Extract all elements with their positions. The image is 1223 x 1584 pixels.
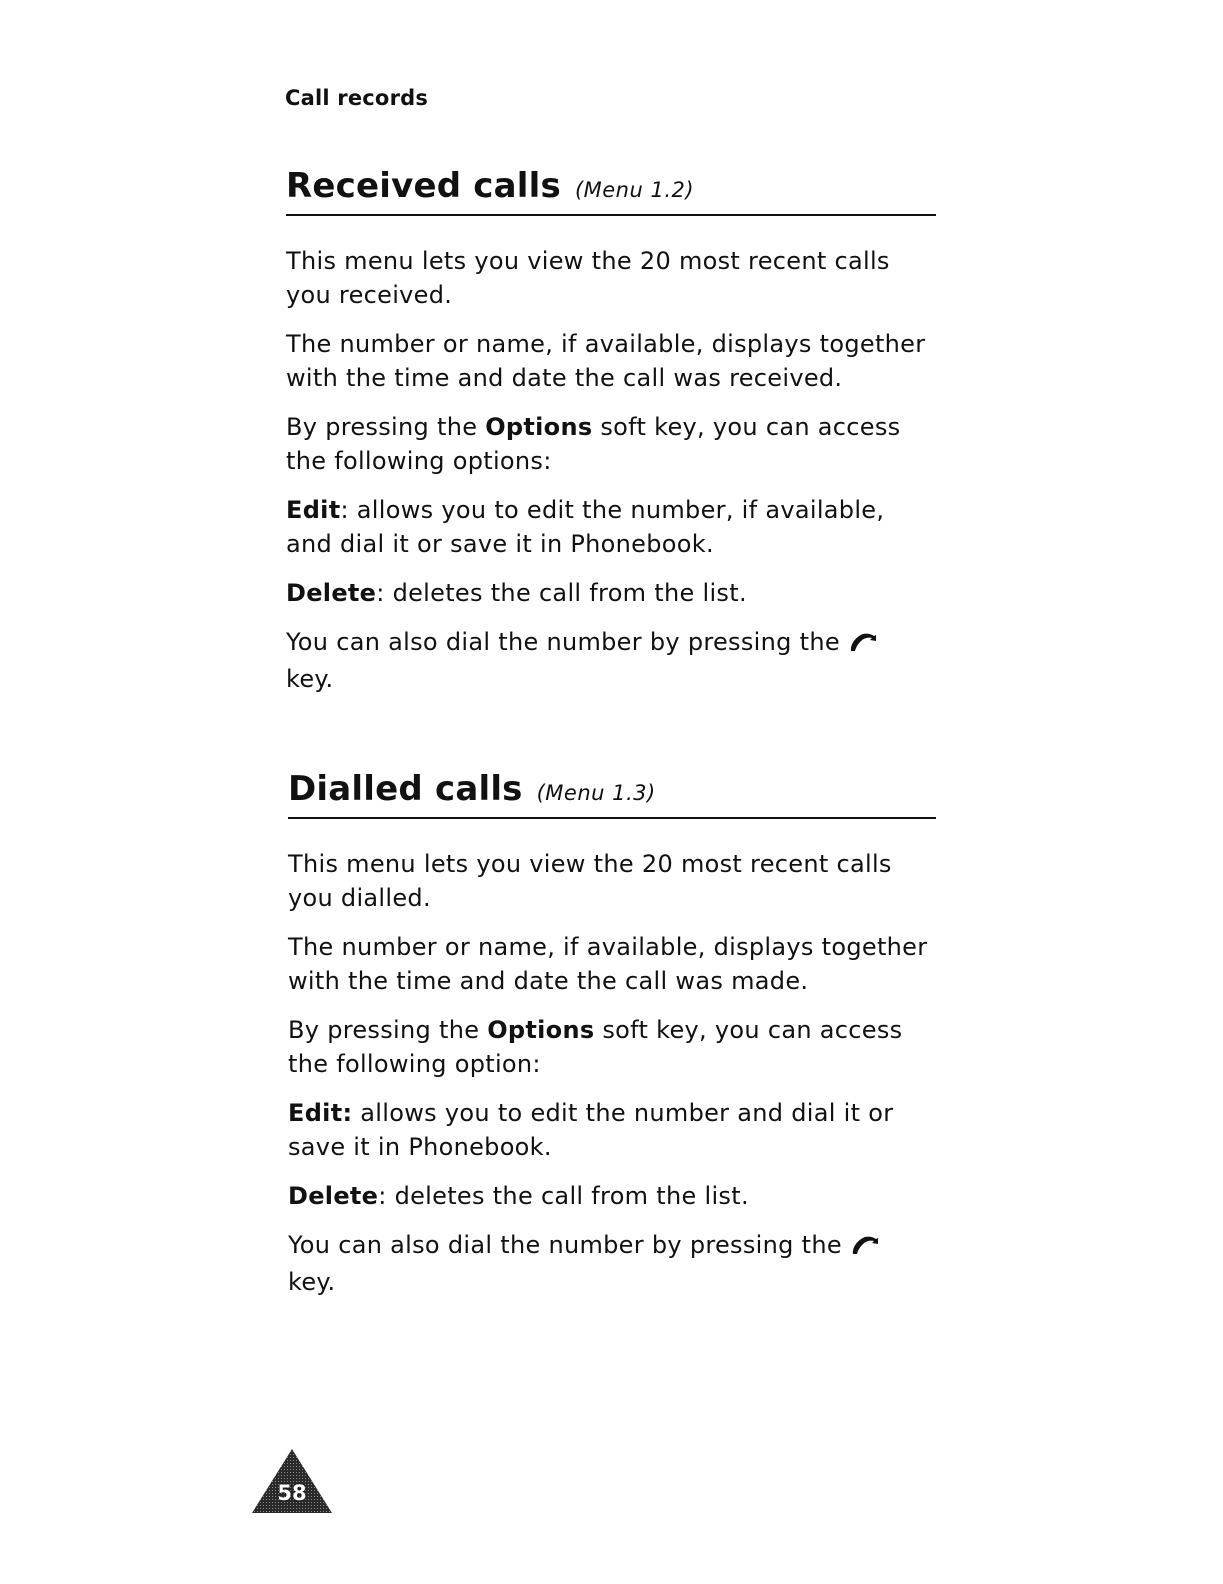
text: key.: [288, 1268, 336, 1296]
dialled-calls-section: [288, 769, 936, 1314]
received-calls-body: [286, 244, 936, 696]
text: You can also dial the number by pressing the: [286, 628, 840, 656]
paragraph: The number or name, if available, displays together with the time and date the call was received.: [286, 330, 926, 392]
text: By pressing the: [286, 413, 486, 441]
page-number: 58: [277, 1481, 307, 1505]
text: By pressing the: [288, 1016, 488, 1044]
dialled-calls-heading: [288, 769, 936, 819]
edit-option: [288, 1096, 938, 1164]
text: soft key, you can access the following option:: [288, 1016, 903, 1078]
menu-reference: (Menu 1.3): [536, 781, 656, 805]
section-title: Received calls: [286, 166, 561, 206]
running-header: Call records: [285, 86, 429, 110]
text: key.: [286, 665, 334, 693]
page-number-badge: [251, 1448, 333, 1514]
edit-term: Edit:: [288, 1099, 353, 1127]
phone-handset-icon: [850, 1231, 880, 1265]
options-term: Options: [487, 1016, 595, 1044]
delete-option: [286, 576, 936, 610]
dialled-calls-body: [288, 847, 938, 1299]
phone-handset-icon: [848, 628, 878, 662]
delete-term: Delete: [288, 1182, 379, 1210]
paragraph: This menu lets you view the 20 most recent calls you received.: [286, 247, 890, 309]
delete-option: [288, 1179, 938, 1213]
paragraph: [288, 1228, 938, 1299]
edit-term: Edit: [286, 496, 341, 524]
paragraph: This menu lets you view the 20 most recent calls you dialled.: [288, 850, 892, 912]
paragraph: [286, 625, 936, 696]
edit-description: allows you to edit the number and dial it or save it in Phonebook.: [288, 1099, 894, 1161]
delete-term: Delete: [286, 579, 377, 607]
delete-description: : deletes the call from the list.: [376, 579, 747, 607]
paragraph: The number or name, if available, displays together with the time and date the call was made.: [288, 933, 928, 995]
section-title: Dialled calls: [288, 769, 523, 809]
options-term: Options: [485, 413, 593, 441]
received-calls-section: [286, 166, 936, 711]
paragraph: [286, 410, 936, 478]
received-calls-heading: [286, 166, 936, 216]
edit-description: : allows you to edit the number, if available, and dial it or save it in Phonebook.: [286, 496, 885, 558]
text: You can also dial the number by pressing the: [288, 1231, 842, 1259]
paragraph: [288, 1013, 938, 1081]
edit-option: [286, 493, 936, 561]
menu-reference: (Menu 1.2): [574, 178, 695, 202]
text: soft key, you can access the following options:: [286, 413, 901, 475]
delete-description: : deletes the call from the list.: [378, 1182, 749, 1210]
